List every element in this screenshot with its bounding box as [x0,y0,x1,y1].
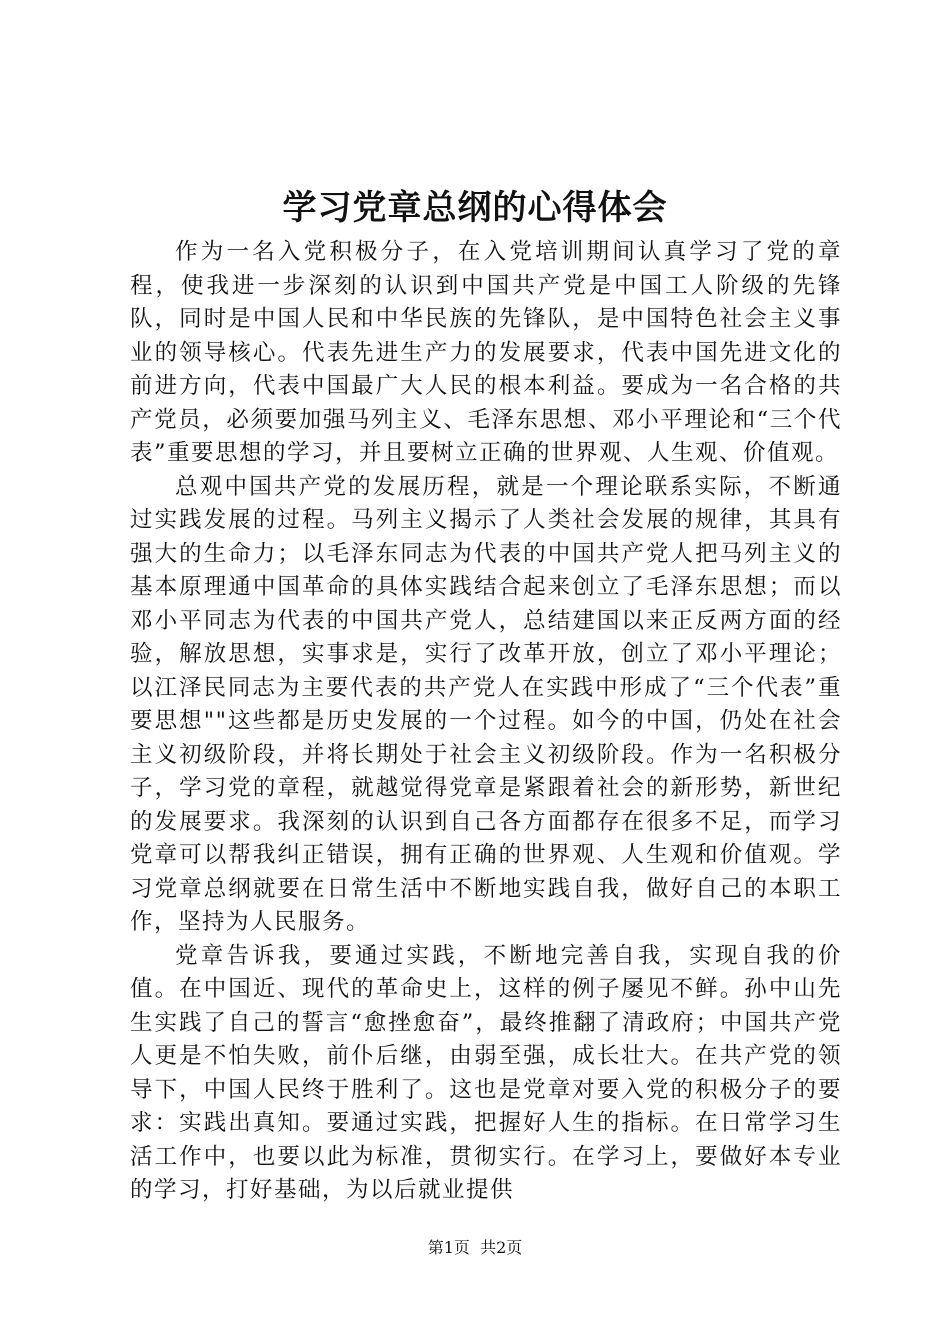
paragraph-3: 党章告诉我，要通过实践，不断地完善自我，实现自我的价值。在中国近、现代的革命史上，这样的例子屡见不鲜。孙中山先生实践了自己的誓言“愈挫愈奋”，最终推翻了清政府；中国共产党人更是不怕失败，前仆后继，由弱至强，成长壮大。在共产党的领导下，中国人民终于胜利了。这也是党章对要入党的积极分子的要求：实践出真知。要通过实践，把握好人生的指标。在日常学习生活工作中，也要以此为标准，贯彻实行。在学习上，要做好本专业的学习，打好基础，为以后就业提供 [130,942,842,1203]
paragraph-1: 作为一名入党积极分子，在入党培训期间认真学习了党的章程，使我进一步深刻的认识到中国共产党是中国工人阶级的先锋队，同时是中国人民和中华民族的先锋队，是中国特色社会主义事业的领导核心。代表先进生产力的发展要求，代表中国先进文化的前进方向，代表中国最广大人民的根本利益。要成为一名合格的共产党员，必须要加强马列主义、毛泽东思想、邓小平理论和“三个代表”重要思想的学习，并且要树立正确的世界观、人生观、价值观。 [130,239,842,466]
document-body [130,236,842,1208]
document-title: 学习党章总纲的心得体会 [282,188,668,228]
page-footer [0,1237,950,1259]
paragraph-2: 总观中国共产党的发展历程，就是一个理论联系实际，不断通过实践发展的过程。马列主义揭示了人类社会发展的规律，其具有强大的生命力；以毛泽东同志为代表的中国共产党人把马列主义的基本原理通中国革命的具体实践结合起来创立了毛泽东思想；而以邓小平同志为代表的中国共产党人，总结建国以来正反两方面的经验，解放思想，实事求是，实行了改革开放，创立了邓小平理论；以江泽民同志为主要代表的共产党人在实践中形成了“三个代表”重要思想""这些都是历史发展的一个过程。如今的中国，仍处在社会主义初级阶段，并将长期处于社会主义初级阶段。作为一名积极分子，学习党的章程，就越觉得党章是紧跟着社会的新形势，新世纪的发展要求。我深刻的认识到自己各方面都存在很多不足，而学习党章可以帮我纠正错误，拥有正确的世界观、人生观和价值观。学习党章总纲就要在日常生活中不断地实践自我，做好自己的本职工作，坚持为人民服务。 [130,473,842,935]
page-number: 第1页 共2页 [427,1238,523,1257]
